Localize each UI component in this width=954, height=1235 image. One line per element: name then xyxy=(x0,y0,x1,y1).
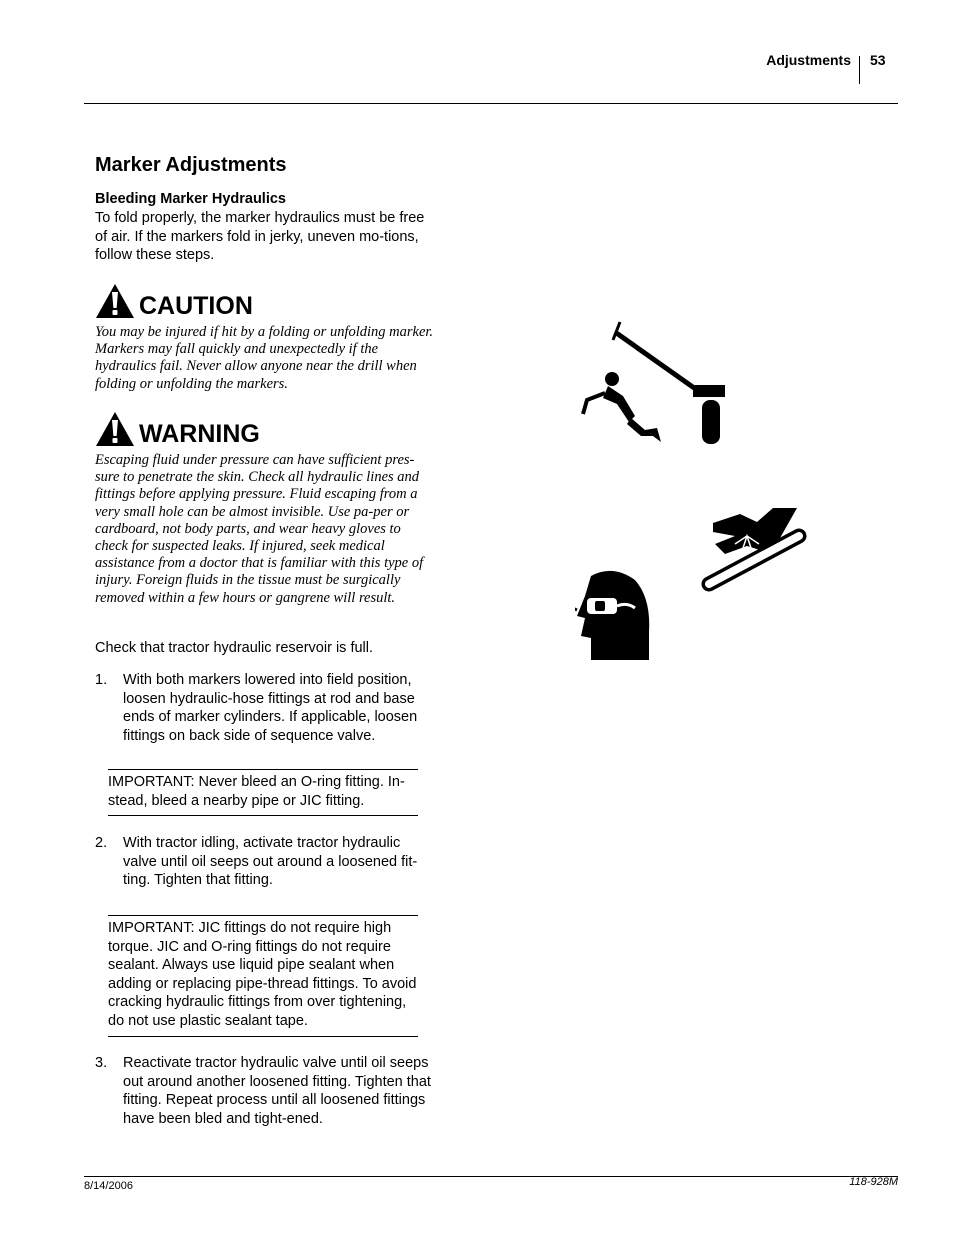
step-number: 1. xyxy=(95,672,108,688)
list-item xyxy=(95,834,435,890)
step-text: Reactivate tractor hydraulic valve until oil seeps out around another loosened fitting. Tighten that fitting. Repeat process until all loosened fittings have been bled and tight-ened. xyxy=(123,1055,431,1127)
step-text: With tractor idling, activate tractor hydraulic valve until oil seeps out around a loosened fit-ting. Tighten that fitting. xyxy=(123,835,418,889)
warning-triangle-icon xyxy=(95,411,135,447)
warning-text: Escaping fluid under pressure can have sufficient pres-sure to penetrate the skin. Check all hydraulic lines and fittings before applying pressure. Fluid escaping from a very small hole can be almost invisible. Use pa-per or cardboard, not body parts, and wear heavy gloves to check for suspected leaks. If injured, seek medical assistance from a doctor that is familiar with this type of injury. Foreign fluids in the tissue must be surgically removed within a few hours or gangrene will result. xyxy=(95,452,424,606)
list-item xyxy=(95,671,435,745)
warning-title: WARNING xyxy=(139,420,260,448)
warning-triangle-icon xyxy=(95,283,135,319)
section-title: Marker Adjustments xyxy=(95,154,287,176)
list-item xyxy=(95,1054,435,1128)
header-section-name: Adjustments xyxy=(766,52,851,68)
caution-title: CAUTION xyxy=(139,292,253,320)
step-text: With both markers lowered into field position, loosen hydraulic-hose fittings at rod and base ends of marker cylinders. If applicable, loosen fittings on back side of sequence valve. xyxy=(123,672,418,744)
header-rule xyxy=(84,103,898,104)
footer-document-number: 118-928M xyxy=(849,1176,898,1188)
header-divider xyxy=(859,56,860,84)
step-number: 3. xyxy=(95,1055,108,1071)
falling-marker-hazard-icon xyxy=(583,322,725,444)
eye-protection-head-icon xyxy=(575,571,649,660)
page-number: 53 xyxy=(870,52,886,68)
footer-rule xyxy=(84,1176,898,1177)
caution-text: You may be injured if hit by a folding or unfolding marker. Markers may fall quickly and unexpectedly if the hydraulics fail. Never allow anyone near the drill when folding or unfolding the markers. xyxy=(95,324,434,392)
important-note: IMPORTANT: Never bleed an O-ring fitting. In-stead, bleed a nearby pipe or JIC fitting. xyxy=(108,769,418,816)
warning-heading xyxy=(95,411,260,447)
important-note: IMPORTANT: JIC fittings do not require high torque. JIC and O-ring fittings do not require sealant. Always use liquid pipe sealant when adding or replacing pipe-thread fittings. To avoid cracking hydraulic fittings from over tightening, do not use plastic sealant tape. xyxy=(108,915,418,1037)
step-number: 2. xyxy=(95,835,108,851)
check-paragraph: Check that tractor hydraulic reservoir is full. xyxy=(95,640,374,656)
safety-illustrations xyxy=(575,318,815,668)
footer-date: 8/14/2006 xyxy=(84,1180,133,1192)
subsection-title: Bleeding Marker Hydraulics xyxy=(95,191,286,207)
fluid-injection-hand-icon xyxy=(709,508,799,584)
caution-heading xyxy=(95,283,253,319)
intro-paragraph: To fold properly, the marker hydraulics must be free of air. If the markers fold in jerky, uneven mo-tions, follow these steps. xyxy=(95,210,425,264)
